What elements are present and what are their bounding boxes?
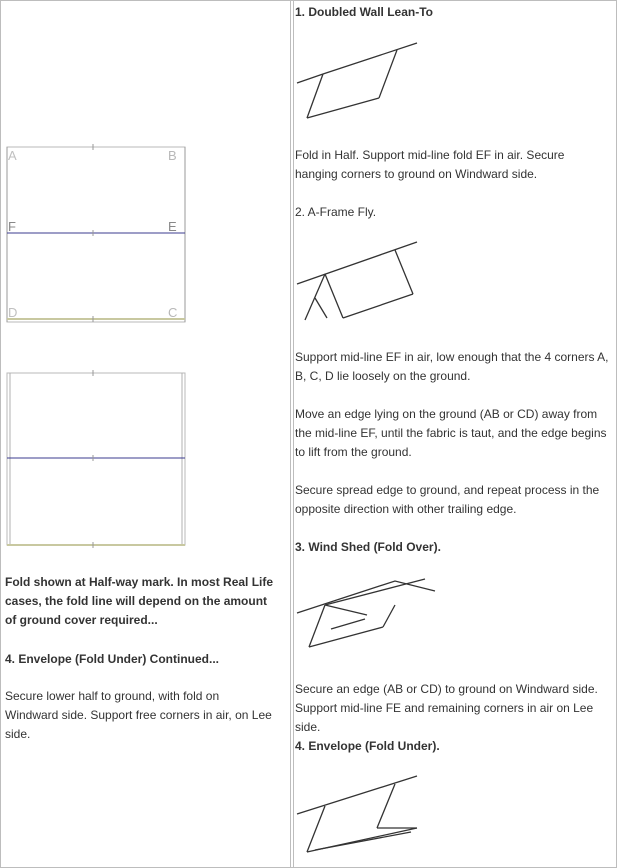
tarp-plan-diagram [4, 144, 190, 326]
wind-shed-instruction: Secure an edge (AB or CD) to ground on Windward side. Support mid-line FE and remaining corners in air on Lee side. [295, 682, 598, 734]
section-heading-2: 2. A-Frame Fly. [295, 205, 377, 219]
corner-label-a: A [8, 148, 17, 163]
envelope-diagram [295, 772, 425, 860]
lean-to-instruction: Fold in Half. Support mid-line fold EF in air. Secure hanging corners to ground on Windward side. [295, 148, 565, 181]
lean-to-diagram [295, 38, 425, 123]
wind-shed-diagram [295, 575, 440, 665]
corner-label-f: F [8, 219, 16, 234]
column-divider [290, 0, 291, 868]
section-heading-4: 4. Envelope (Fold Under). [295, 739, 440, 753]
a-frame-diagram [295, 238, 425, 326]
section-heading-4-continued: 4. Envelope (Fold Under) Continued... [5, 652, 220, 666]
tarp-fold-plan-diagram [4, 370, 190, 550]
fold-caption: Fold shown at Half-way mark. In most Real Life cases, the fold line will depend on the amount of ground cover required... [5, 575, 274, 627]
corner-label-b: B [168, 148, 177, 163]
a-frame-instruction-2: Move an edge lying on the ground (AB or CD) away from the mid-line EF, until the fabric is taut, and the edge begins to lift from the ground. [295, 407, 607, 459]
corner-label-c: C [168, 305, 178, 320]
column-divider [293, 0, 294, 868]
envelope-instruction: Secure lower half to ground, with fold on Windward side. Support free corners in air, on Lee side. [5, 689, 272, 741]
corner-label-d: D [8, 305, 18, 320]
a-frame-instruction-1: Support mid-line EF in air, low enough that the 4 corners A, B, C, D lie loosely on the ground. [295, 350, 609, 383]
section-heading-3: 3. Wind Shed (Fold Over). [295, 540, 441, 554]
a-frame-instruction-3: Secure spread edge to ground, and repeat process in the opposite direction with other trailing edge. [295, 483, 600, 516]
corner-label-e: E [168, 219, 177, 234]
section-heading-1: 1. Doubled Wall Lean-To [295, 5, 433, 19]
